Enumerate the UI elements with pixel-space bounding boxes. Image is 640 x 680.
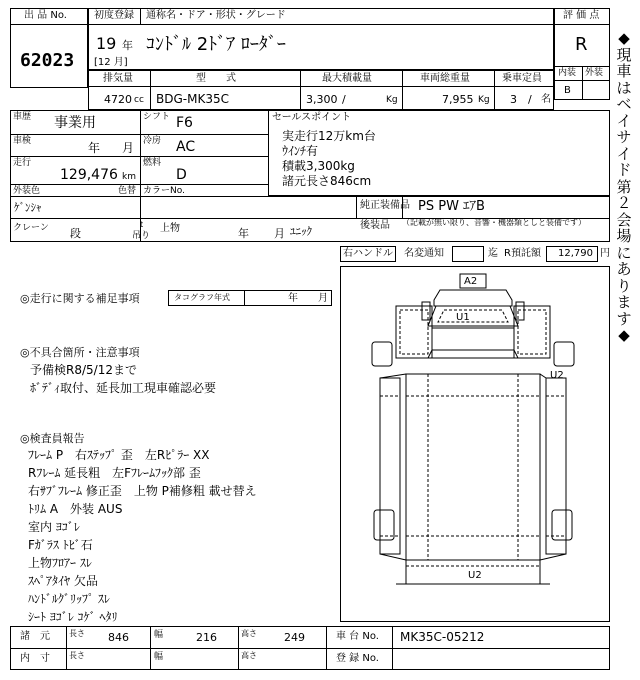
inspector-line-5: 室内 ﾖｺﾞﾚ bbox=[28, 520, 80, 534]
fuel-value: D bbox=[176, 167, 187, 183]
deposit-label: R預託額 bbox=[504, 248, 541, 259]
name-change-box bbox=[452, 246, 484, 262]
upper-maker: ﾕﾆｯｸ bbox=[290, 225, 312, 238]
chassis-label: 車 台 No. bbox=[336, 631, 379, 642]
grade-value: R bbox=[575, 34, 588, 55]
truck-diagram bbox=[340, 266, 610, 622]
defect-1: 予備検R8/5/12まで bbox=[30, 363, 137, 377]
max-load-label: 最大積載量 bbox=[322, 73, 372, 84]
capacity-unit: 名 bbox=[541, 94, 551, 105]
displacement-unit: cc bbox=[134, 95, 144, 105]
sales-point-3: 積載3,300kg bbox=[282, 159, 355, 173]
name-change-label: 名変通知 bbox=[404, 248, 444, 259]
mileage-value: 129,476 bbox=[60, 167, 118, 183]
fuel-label: 燃料 bbox=[143, 158, 162, 168]
yen-unit: 円 bbox=[600, 248, 610, 259]
gross-weight-value: 7,955 bbox=[442, 93, 474, 106]
inspector-line-4: ﾄﾘﾑ A 外装 AUS bbox=[28, 502, 123, 516]
color-change-label: 色替 bbox=[118, 186, 137, 196]
history-value: 事業用 bbox=[54, 115, 96, 131]
int-height-label: 高さ bbox=[241, 651, 257, 660]
width-label: 幅 bbox=[154, 630, 164, 640]
tacho-label: タコグラフ年式 bbox=[174, 293, 230, 302]
exterior-label: 外装 bbox=[585, 68, 604, 78]
inspector-label: ◎検査員報告 bbox=[20, 432, 85, 445]
upper-month: 月 bbox=[274, 227, 285, 240]
crane-stage: 段 bbox=[70, 227, 81, 240]
height-value: 249 bbox=[284, 631, 305, 644]
color-no-label: カラーNo. bbox=[143, 186, 185, 196]
reg-month: [12 月] bbox=[94, 57, 128, 68]
crane-label: クレーン bbox=[13, 223, 49, 233]
inspector-line-9: ﾊﾝﾄﾞﾙｸﾞﾘｯﾌﾟ ｽﾚ bbox=[28, 592, 110, 606]
inspector-line-1: ﾌﾚｰﾑ P 右ｽﾃｯﾌﾟ 歪 左Rﾋﾟﾗｰ XX bbox=[28, 448, 210, 462]
mark-u2-rear: U2 bbox=[468, 570, 482, 581]
year-unit: 年 bbox=[122, 39, 133, 52]
shift-value: F6 bbox=[176, 115, 193, 131]
capacity-label: 乗車定員 bbox=[502, 73, 542, 84]
equipment-value: PS PW ｴｱB bbox=[418, 199, 485, 214]
max-load-unit: Kg bbox=[386, 95, 398, 105]
side-notice: ◆現車はベイサイド第２会場にあります◆ bbox=[616, 29, 632, 344]
interior-label: 内装 bbox=[558, 68, 577, 78]
inspector-line-2: Rﾌﾚｰﾑ 延長粗 左Fﾌﾚｰﾑﾌｯｸ部 歪 bbox=[28, 466, 201, 480]
grade-label: 評 価 点 bbox=[563, 10, 600, 21]
tacho-month: 月 bbox=[318, 293, 328, 304]
mark-u1: U1 bbox=[456, 312, 470, 323]
capacity-slash: / bbox=[528, 93, 532, 106]
crane-lift: 吊り bbox=[132, 231, 151, 241]
length-value: 846 bbox=[108, 631, 129, 644]
deposit-value: 12,790 bbox=[558, 248, 593, 259]
inspection-label: 車検 bbox=[13, 136, 32, 146]
inspector-line-3: 右ｻﾌﾞﾌﾚｰﾑ 修正歪 上物 P補修粗 載せ替え bbox=[28, 484, 257, 498]
shift-label: シフト bbox=[143, 112, 171, 122]
inspector-line-7: 上物ﾌﾛｱｰ ｽﾚ bbox=[28, 556, 92, 570]
int-length-label: 長さ bbox=[69, 651, 85, 660]
aftermarket-label: 後装品 bbox=[360, 220, 390, 231]
sales-point-2: ｳｲﾝﾁ有 bbox=[282, 144, 319, 158]
name-label: 通称名・ドア・形状・グレード bbox=[146, 10, 286, 21]
car-name: ｺﾝﾄﾞﾙ 2ﾄﾞｱ ﾛｰﾀﾞｰ bbox=[146, 34, 286, 55]
lot-label: 出 品 No. bbox=[24, 10, 67, 21]
model-label: 型 式 bbox=[196, 73, 236, 84]
aftermarket-note: （記載が無い限り、音響・機器類としと装備です） bbox=[402, 218, 586, 227]
history-label: 車歴 bbox=[13, 112, 32, 122]
chassis-value: MK35C-05212 bbox=[400, 630, 485, 644]
first-reg-label: 初度登録 bbox=[94, 10, 134, 21]
length-label: 長さ bbox=[69, 629, 85, 638]
sales-point-1: 実走行12万km台 bbox=[282, 129, 376, 143]
lot-number: 62023 bbox=[20, 50, 75, 71]
height-label: 高さ bbox=[241, 629, 257, 638]
interior-grade: B bbox=[564, 85, 571, 96]
crane-ton: t bbox=[140, 220, 144, 229]
sales-label: セールスポイント bbox=[272, 112, 352, 123]
inspector-line-10: ｼｰﾄ ﾖｺﾞﾚ ｺｹﾞ ﾍﾀﾘ bbox=[28, 610, 118, 624]
capacity-value: 3 bbox=[510, 93, 517, 106]
defect-2: ﾎﾞﾃﾞｨ取付、延長加工現車確認必要 bbox=[30, 381, 217, 395]
handle-value: 右ハンドル bbox=[343, 248, 393, 259]
int-width-label: 幅 bbox=[154, 652, 164, 662]
inspector-line-8: ｽﾍﾟｱﾀｲﾔ 欠品 bbox=[28, 574, 98, 588]
sales-point-4: 諸元長さ846cm bbox=[282, 174, 372, 188]
max-load-slash: / bbox=[342, 93, 346, 106]
width-value: 216 bbox=[196, 631, 217, 644]
color-label: 外装色 bbox=[13, 186, 41, 196]
mark-u2-side: U2 bbox=[550, 370, 564, 381]
upper-year: 年 bbox=[238, 227, 249, 240]
model-value: BDG-MK35C bbox=[156, 92, 229, 106]
mileage-unit: km bbox=[122, 172, 136, 182]
ac-value: AC bbox=[176, 139, 196, 155]
defect-label: ◎不具合箇所・注意事項 bbox=[20, 346, 140, 359]
inspection-year: 年 bbox=[88, 141, 101, 155]
reg-no-label: 登 録 No. bbox=[336, 653, 379, 664]
inspection-month: 月 bbox=[122, 141, 135, 155]
max-load-value: 3,300 bbox=[306, 93, 338, 106]
tacho-year: 年 bbox=[288, 293, 298, 304]
displacement-label: 排気量 bbox=[103, 73, 133, 84]
interior-dims-label: 内 寸 bbox=[20, 653, 50, 664]
color-value: ｹﾞﾝｼｬ bbox=[14, 201, 42, 214]
gross-weight-label: 車両総重量 bbox=[420, 73, 470, 84]
tax-label: 迄 bbox=[488, 248, 498, 259]
displacement-value: 4720 bbox=[104, 93, 132, 106]
mileage-label: 走行 bbox=[13, 158, 32, 168]
reg-year: 19 bbox=[96, 34, 117, 53]
mark-a2: A2 bbox=[464, 276, 478, 287]
ac-label: 冷房 bbox=[143, 136, 162, 146]
spec-dims-label: 諸 元 bbox=[20, 631, 50, 642]
equipment-label: 純正装備品 bbox=[360, 200, 410, 211]
gross-weight-unit: Kg bbox=[478, 95, 490, 105]
inspector-line-6: Fｶﾞﾗｽ ﾄﾋﾞ石 bbox=[28, 538, 93, 552]
upper-label: 上物 bbox=[160, 223, 180, 234]
driving-label: ◎走行に関する補足事項 bbox=[20, 292, 140, 305]
